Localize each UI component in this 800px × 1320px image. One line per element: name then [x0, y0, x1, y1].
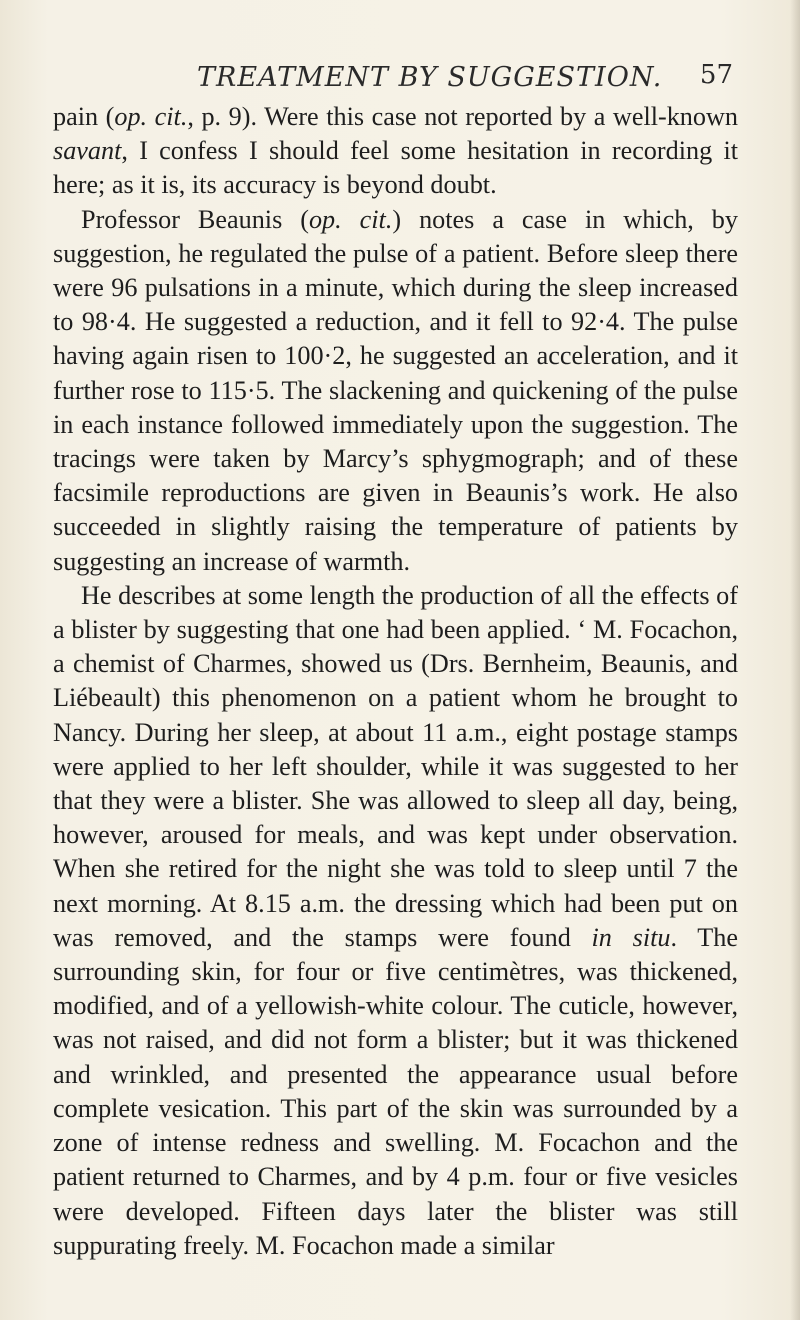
paragraph-1	[53, 100, 738, 203]
text-run: Professor Beaunis (	[81, 204, 309, 234]
page-number: 57	[699, 60, 733, 90]
italic-run: op. cit.	[308, 204, 393, 234]
text-run: ) notes a case in which, by suggestion, he regulated the pulse of a patient. Before sleep there were 96 pulsations in a minute, which during the sleep increased to 98·4. He suggested a reduction, and it fell to 92·4. The pulse having again risen to 100·2, he suggested an acceleration, and it further rose to 115·5. The slackening and quickening of the pulse in each instance followed immediately upon the suggestion. The tracings were taken by Marcy’s sphygmograph; and of these facsimile reproductions are given in Beaunis’s work. He also succeeded in slightly raising the temperature of patients by suggesting an increase of warmth.	[53, 204, 738, 576]
paragraph-2	[53, 203, 738, 579]
italic-run: savant	[53, 136, 122, 166]
text-run: , p. 9). Were this case not reported by a well-known	[187, 102, 739, 131]
italic-run: op. cit.	[114, 102, 188, 131]
paragraph-3	[53, 579, 738, 1263]
text-run: . The surrounding skin, for four or five centimètres, was thickened, modified, and of a yellowish-white colour. The cuticle, however, was not raised, and did not form a blister; but it was thickened and wrinkled, and presented the appearance usual before complete vesication. This part of the skin was surrounded by a zone of intense redness and swelling. M. Focachon and the patient returned to Charmes, and by 4 p.m. four or five vesicles were developed. Fifteen days later the blister was still suppurating freely. M. Focachon made a similar	[53, 922, 738, 1260]
page-edge-shadow	[790, 0, 800, 1320]
italic-run: in situ	[591, 922, 671, 952]
text-run: pain (	[53, 102, 115, 131]
running-head: TREATMENT BY SUGGESTION.	[197, 62, 663, 93]
body-text	[53, 100, 738, 1263]
text-run: , I confess I should feel some hesitation in recording it here; as it is, its accuracy is beyond doubt.	[53, 136, 738, 200]
text-run: He describes at some length the production of all the effects of a blister by suggesting that one had been applied. ‘ M. Focachon, a chemist of Charmes, showed us (Drs. Bernheim, Beaunis, and Liébeault) this phenomenon on a patient whom he brought to Nancy. During her sleep, at about 11 a.m., eight postage stamps were applied to her left shoulder, while it was suggested to her that they were a blister. She was allowed to sleep all day, being, however, aroused for meals, and was kept under observation. When she retired for the night she was told to sleep until 7 the next morning. At 8.15 a.m. the dressing which had been put on was removed, and the stamps were found	[53, 580, 738, 952]
